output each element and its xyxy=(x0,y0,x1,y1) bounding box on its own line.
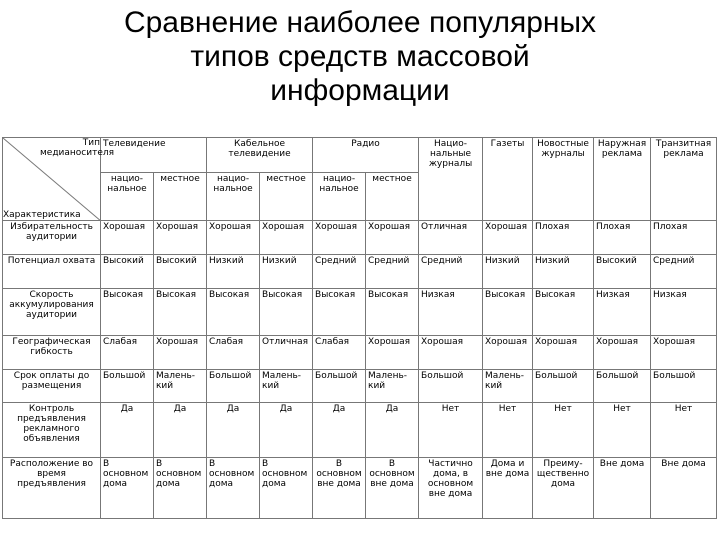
header-tv: Телевидение xyxy=(101,138,207,173)
table-cell: Нет xyxy=(594,403,651,457)
table-cell: Отличная xyxy=(260,335,313,369)
table-cell: Высокая xyxy=(533,288,594,335)
table-cell: Низкий xyxy=(483,254,533,288)
subheader-cable-national: нацио-нальное xyxy=(207,173,260,221)
table-cell: Частично дома, в основном вне дома xyxy=(419,457,483,518)
table-cell: Низкая xyxy=(419,288,483,335)
header-transit: Транзитная реклама xyxy=(651,138,717,221)
subheader-tv-national: нацио-нальное xyxy=(101,173,154,221)
table-cell: Хорошая xyxy=(366,221,419,254)
table-cell: Высокая xyxy=(313,288,366,335)
table-cell: Низкая xyxy=(594,288,651,335)
media-comparison-table xyxy=(2,137,717,519)
table-cell: Да xyxy=(260,403,313,457)
table-cell: Да xyxy=(313,403,366,457)
table-cell: Хорошая xyxy=(419,335,483,369)
table-cell: Высокая xyxy=(366,288,419,335)
table-cell: Плохая xyxy=(651,221,717,254)
title-line-1: Сравнение наиболее популярных xyxy=(123,6,597,39)
row-label: Географическая гибкость xyxy=(3,335,101,369)
table-cell: Хорошая xyxy=(651,335,717,369)
table-cell: Слабая xyxy=(207,335,260,369)
table-cell: Дома и вне дома xyxy=(483,457,533,518)
table-cell: Слабая xyxy=(313,335,366,369)
header-radio: Радио xyxy=(313,138,419,173)
header-outdoor: Наружная реклама xyxy=(594,138,651,221)
table-cell: В основном дома xyxy=(101,457,154,518)
table-cell: Высокая xyxy=(207,288,260,335)
table-row xyxy=(3,335,717,369)
table-row xyxy=(3,221,717,254)
corner-bottom-label: Характеристика xyxy=(3,210,81,221)
table-cell: В основном дома xyxy=(154,457,207,518)
table-cell: Низкая xyxy=(651,288,717,335)
table-cell: Большой xyxy=(101,370,154,403)
corner-header-cell xyxy=(3,138,115,221)
table-cell: Малень-кий xyxy=(483,370,533,403)
table-cell: Малень-кий xyxy=(260,370,313,403)
table-cell: Хорошая xyxy=(154,335,207,369)
row-label: Срок оплаты до размещения xyxy=(3,370,101,403)
table-cell: Низкий xyxy=(207,254,260,288)
table-cell: Да xyxy=(366,403,419,457)
row-label: Потенциал охвата xyxy=(3,254,101,288)
table-cell: Большой xyxy=(207,370,260,403)
header-news-magazines: Новостные журналы xyxy=(533,138,594,221)
table-cell: Плохая xyxy=(533,221,594,254)
table-cell: Слабая xyxy=(101,335,154,369)
subheader-tv-local: местное xyxy=(154,173,207,221)
table-cell: Средний xyxy=(313,254,366,288)
table-row xyxy=(3,457,717,518)
header-newspapers: Газеты xyxy=(483,138,533,221)
subheader-radio-national: нацио-нальное xyxy=(313,173,366,221)
table-cell: Хорошая xyxy=(313,221,366,254)
table-cell: Большой xyxy=(419,370,483,403)
table-cell: Высокий xyxy=(594,254,651,288)
table-cell: Высокая xyxy=(260,288,313,335)
subheader-cable-local: местное xyxy=(260,173,313,221)
table-cell: Хорошая xyxy=(594,335,651,369)
table-cell: Хорошая xyxy=(366,335,419,369)
table-cell: Большой xyxy=(313,370,366,403)
table-cell: Средний xyxy=(419,254,483,288)
table-body xyxy=(3,221,717,519)
table-cell: Нет xyxy=(483,403,533,457)
table-row xyxy=(3,288,717,335)
table-row xyxy=(3,254,717,288)
table-row xyxy=(3,403,717,457)
table-cell: Вне дома xyxy=(594,457,651,518)
table-cell: Хорошая xyxy=(533,335,594,369)
table-cell: Большой xyxy=(533,370,594,403)
slide-title xyxy=(0,6,720,108)
table-cell: Плохая xyxy=(594,221,651,254)
table-cell: Нет xyxy=(419,403,483,457)
table-cell: Высокий xyxy=(101,254,154,288)
table-cell: Вне дома xyxy=(651,457,717,518)
table-cell: Хорошая xyxy=(483,335,533,369)
header-national-magazines: Нацио-нальные журналы xyxy=(419,138,483,221)
table-cell: Хорошая xyxy=(260,221,313,254)
row-label: Избирательность аудитории xyxy=(3,221,101,254)
table-cell: Отличная xyxy=(419,221,483,254)
table-cell: Высокий xyxy=(154,254,207,288)
table-cell: Преиму-щественно дома xyxy=(533,457,594,518)
table-cell: Малень-кий xyxy=(154,370,207,403)
table-cell: В основном дома xyxy=(260,457,313,518)
table-cell: Нет xyxy=(533,403,594,457)
table-cell: Хорошая xyxy=(207,221,260,254)
corner-top-label: Тип медианосителя xyxy=(40,138,115,158)
table-cell: Хорошая xyxy=(154,221,207,254)
table-cell: Да xyxy=(207,403,260,457)
table-cell: Да xyxy=(101,403,154,457)
row-label: Контроль предъявления рекламного объявления xyxy=(3,403,101,457)
title-line-3: информации xyxy=(270,74,450,107)
table-cell: Малень-кий xyxy=(366,370,419,403)
table-cell: Нет xyxy=(651,403,717,457)
table-cell: Да xyxy=(154,403,207,457)
header-cable-tv: Кабельное телевидение xyxy=(207,138,313,173)
table-cell: В основном дома xyxy=(207,457,260,518)
table-cell: Средний xyxy=(366,254,419,288)
table-cell: Большой xyxy=(594,370,651,403)
title-line-2: типов средств массовой xyxy=(190,40,530,73)
table-cell: Высокая xyxy=(483,288,533,335)
table-cell: Низкий xyxy=(260,254,313,288)
table-cell: Низкий xyxy=(533,254,594,288)
table-cell: Высокая xyxy=(101,288,154,335)
table-cell: Средний xyxy=(651,254,717,288)
table-cell: В основном вне дома xyxy=(313,457,366,518)
row-label: Скорость аккумулирования аудитории xyxy=(3,288,101,335)
row-label: Расположение во время предъявления xyxy=(3,457,101,518)
table-cell: В основном вне дома xyxy=(366,457,419,518)
table-row xyxy=(3,370,717,403)
table-cell: Хорошая xyxy=(483,221,533,254)
table-cell: Высокая xyxy=(154,288,207,335)
table-cell: Хорошая xyxy=(101,221,154,254)
subheader-radio-local: местное xyxy=(366,173,419,221)
table-cell: Большой xyxy=(651,370,717,403)
